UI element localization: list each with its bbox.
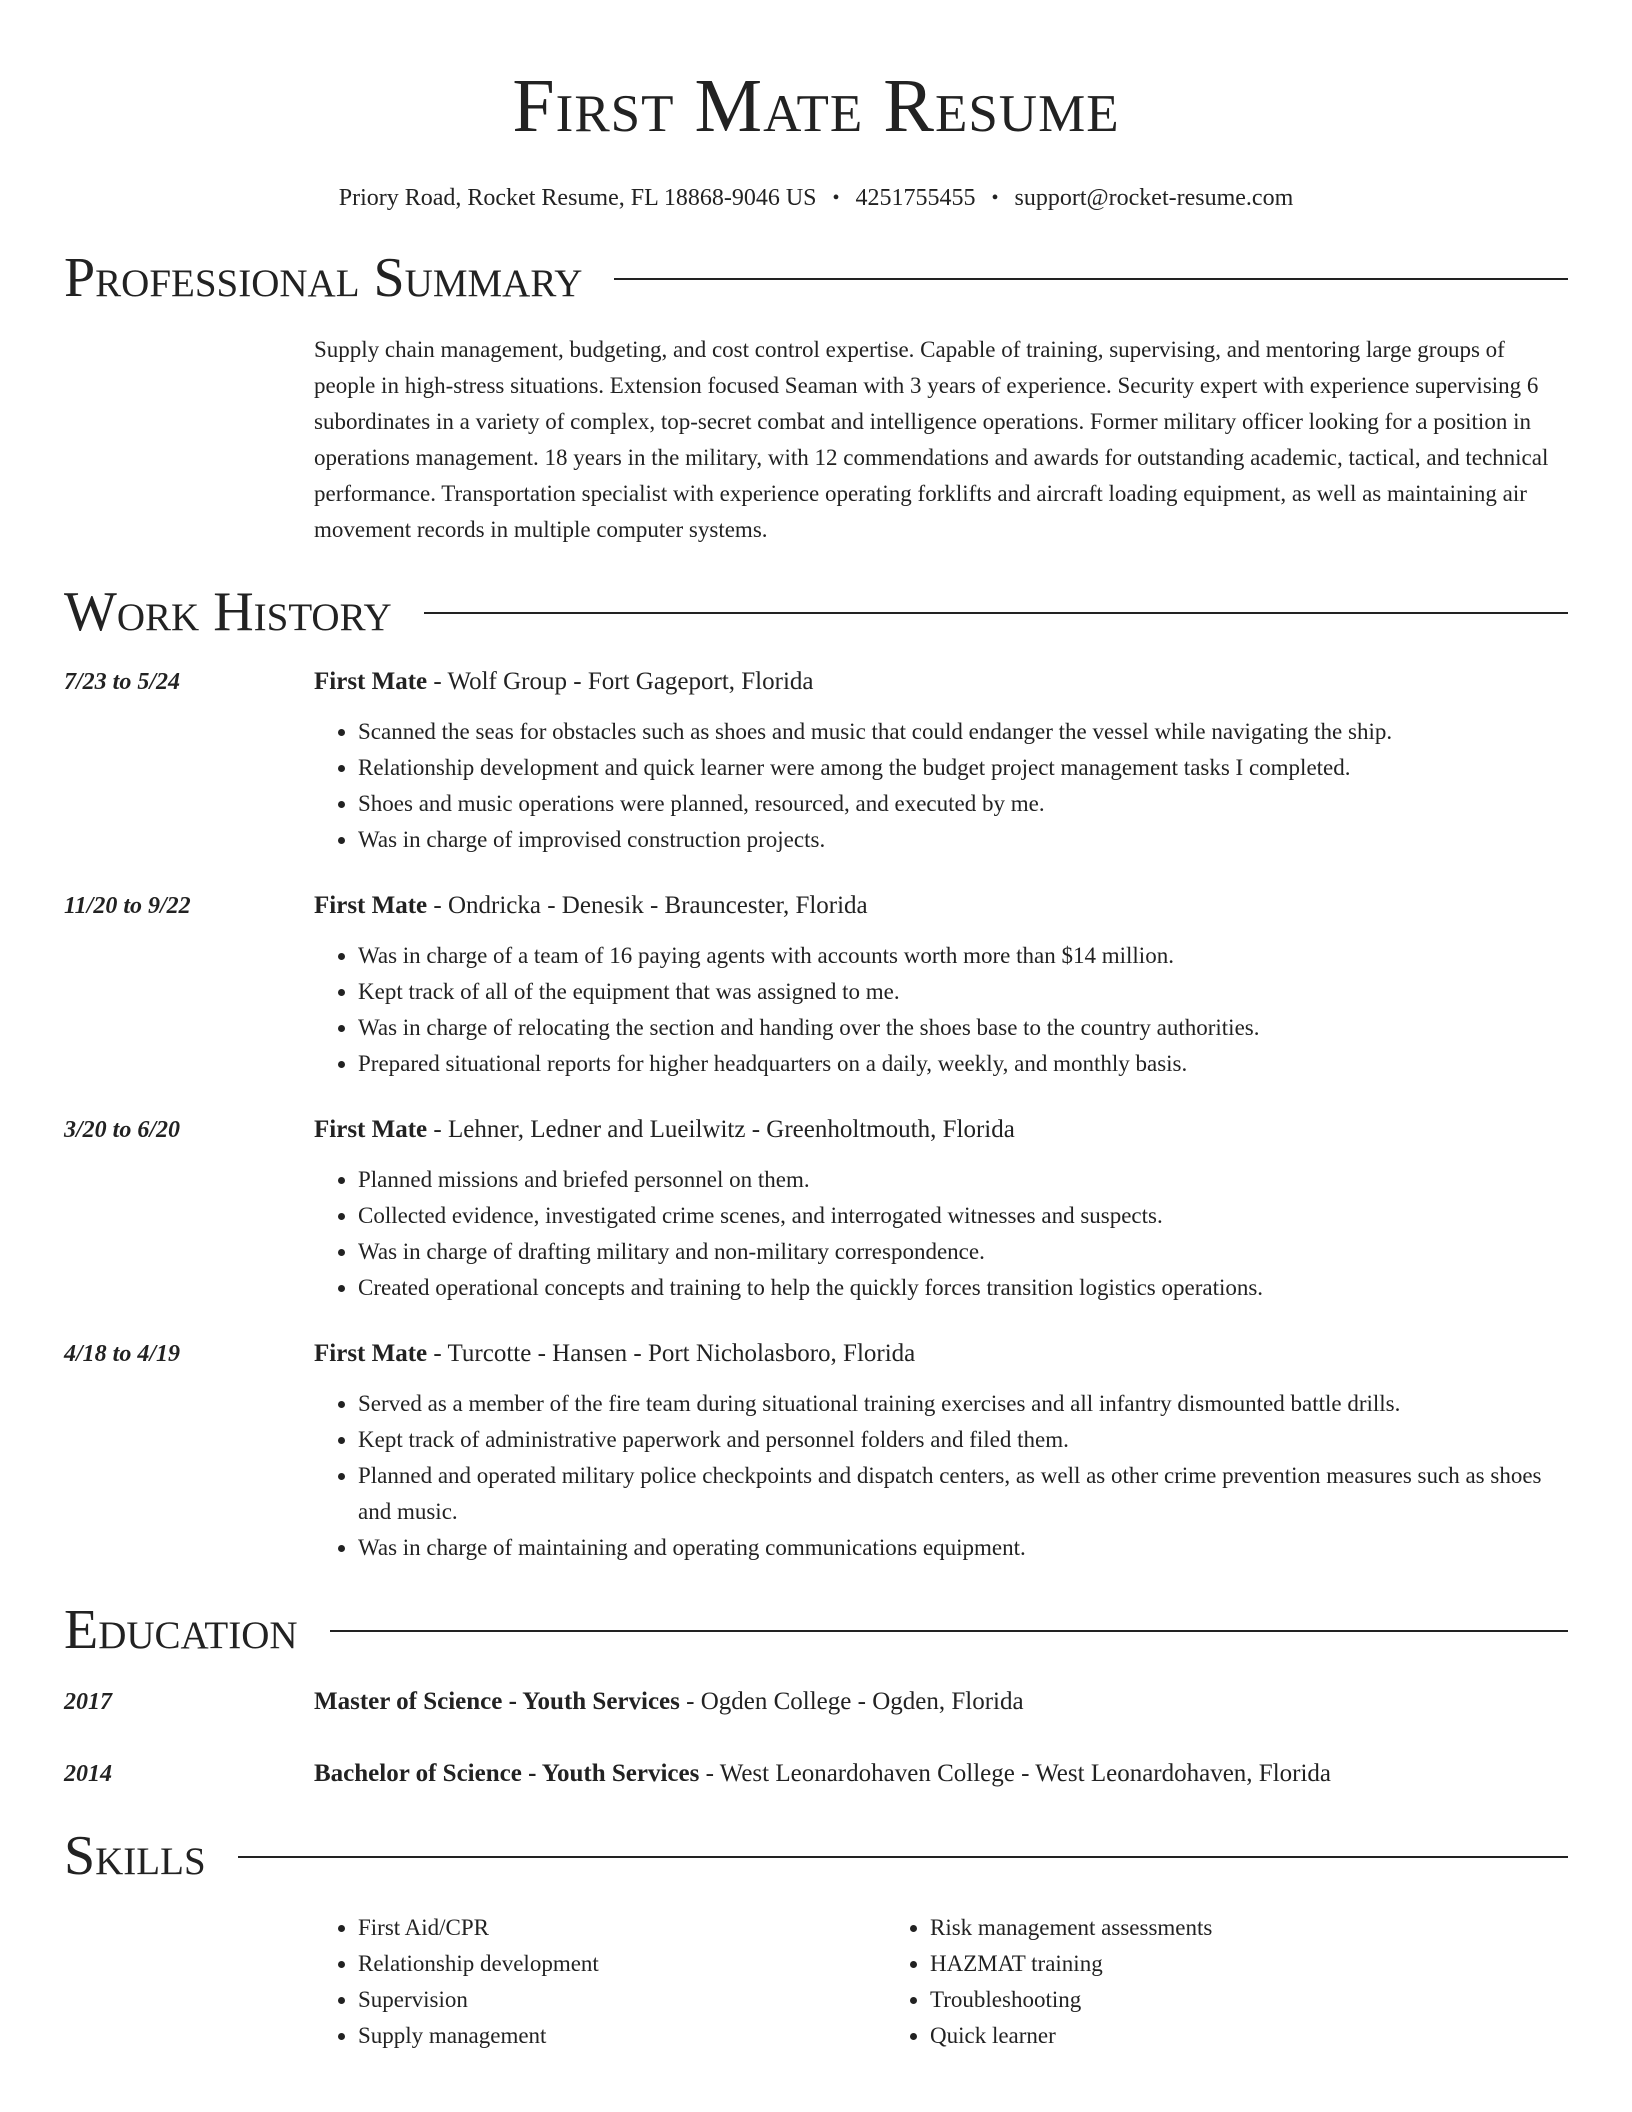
job-bullets — [314, 1386, 1568, 1566]
job-bullet: • Was in charge of a team of 16 paying agents with accounts worth more than $14 million. — [358, 938, 1568, 974]
resume-name: First Mate Resume — [512, 64, 1120, 148]
job-details: - Lehner, Ledner and Lueilwitz - Greenholtmouth, Florida — [427, 1116, 1015, 1143]
job-entry — [64, 1336, 1568, 1566]
job-bullet: • Was in charge of maintaining and operating communications equipment. — [358, 1530, 1568, 1566]
skill-item: • Supervision — [358, 1982, 886, 2018]
work-section-heading — [64, 580, 1568, 644]
education-degree: Master of Science - Youth Services — [314, 1688, 680, 1715]
skill-item: • Risk management assessments — [930, 1910, 1212, 1946]
section-divider — [424, 612, 1568, 614]
job-details: - Turcotte - Hansen - Port Nicholasboro, Florida — [427, 1340, 916, 1367]
job-body — [314, 664, 1568, 858]
education-section-heading — [64, 1598, 1568, 1662]
summary-section-heading — [64, 246, 1568, 310]
education-details: - West Leonardohaven College - West Leonardohaven, Florida — [699, 1760, 1332, 1787]
job-entry — [64, 1112, 1568, 1306]
job-bullet: • Planned missions and briefed personnel on them. — [358, 1162, 1568, 1198]
skills-section-heading — [64, 1824, 1568, 1888]
job-bullets — [314, 938, 1568, 1082]
job-title: First Mate — [314, 1340, 428, 1367]
skills-column-right — [886, 1910, 1212, 2054]
education-degree: Bachelor of Science - Youth Services — [314, 1760, 700, 1787]
section-divider — [614, 278, 1568, 280]
job-bullet: • Created operational concepts and training to help the quickly forces transition logistics operations. — [358, 1270, 1568, 1306]
job-bullet: • Relationship development and quick learner were among the budget project management tasks I completed. — [358, 750, 1568, 786]
skills-list — [314, 1910, 1568, 2054]
education-heading: Education — [64, 1599, 298, 1661]
education-entry — [64, 1756, 1568, 1792]
bullet-separator: • — [832, 187, 840, 209]
contact-phone: 4251755455 — [855, 185, 976, 211]
job-bullet: • Was in charge of drafting military and non-military correspondence. — [358, 1234, 1568, 1270]
job-body — [314, 1112, 1568, 1306]
job-title: First Mate — [314, 892, 428, 919]
job-bullets — [314, 1162, 1568, 1306]
section-divider — [238, 1856, 1568, 1858]
contact-email: support@rocket-resume.com — [1014, 185, 1294, 211]
education-year: 2014 — [64, 1761, 112, 1787]
summary-text: Supply chain management, budgeting, and cost control expertise. Capable of training, supervising, and mentoring large groups of people in high-stress situations. Extension focused Seaman with 3 years of experience. Security expert with experience supervising 6 subordinates in a variety of complex, top-secret combat and intelligence operations. Former military officer looking for a position in operations management. 18 years in the military, with 12 commendations and awards for outstanding academic, tactical, and technical performance. Transportation specialist with experience operating forklifts and aircraft loading equipment, as well as maintaining air movement records in multiple computer systems. — [314, 337, 1549, 542]
job-title-line — [314, 1336, 1568, 1372]
contact-address: Priory Road, Rocket Resume, FL 18868-9046 US — [338, 185, 817, 211]
job-bullet: • Was in charge of relocating the section and handing over the shoes base to the country authorities. — [358, 1010, 1568, 1046]
work-heading: Work History — [64, 581, 392, 643]
job-entry — [64, 664, 1568, 858]
job-bullet: • Kept track of administrative paperwork and personnel folders and filed them. — [358, 1422, 1568, 1458]
job-body — [314, 1336, 1568, 1566]
job-title: First Mate — [314, 668, 428, 695]
job-entry — [64, 888, 1568, 1082]
skill-item: • HAZMAT training — [930, 1946, 1212, 1982]
education-year: 2017 — [64, 1689, 112, 1715]
job-bullet: • Kept track of all of the equipment that was assigned to me. — [358, 974, 1568, 1010]
contact-line — [64, 182, 1568, 214]
job-title-line — [314, 664, 1568, 700]
education-entry — [64, 1684, 1568, 1720]
job-bullet: • Shoes and music operations were planned, resourced, and executed by me. — [358, 786, 1568, 822]
job-title-line — [314, 888, 1568, 924]
job-details: - Wolf Group - Fort Gageport, Florida — [427, 668, 814, 695]
job-title: First Mate — [314, 1116, 428, 1143]
job-bullet: • Collected evidence, investigated crime scenes, and interrogated witnesses and suspects. — [358, 1198, 1568, 1234]
job-body — [314, 888, 1568, 1082]
education-body — [314, 1684, 1568, 1720]
job-bullet: • Planned and operated military police checkpoints and dispatch centers, as well as other crime prevention measures such as shoes and music. — [358, 1458, 1568, 1530]
job-dates: 3/20 to 6/20 — [64, 1117, 181, 1143]
job-dates: 4/18 to 4/19 — [64, 1341, 181, 1367]
skill-item: • Troubleshooting — [930, 1982, 1212, 2018]
job-bullet: • Was in charge of improvised construction projects. — [358, 822, 1568, 858]
skill-item: • First Aid/CPR — [358, 1910, 886, 1946]
education-body — [314, 1756, 1568, 1792]
summary-heading: Professional Summary — [64, 247, 583, 309]
skills-column-left — [314, 1910, 886, 2054]
skill-item: • Relationship development — [358, 1946, 886, 1982]
job-dates: 11/20 to 9/22 — [64, 893, 191, 919]
job-dates: 7/23 to 5/24 — [64, 669, 181, 695]
job-bullet: • Scanned the seas for obstacles such as shoes and music that could endanger the vessel while navigating the ship. — [358, 714, 1568, 750]
bullet-separator: • — [991, 187, 999, 209]
job-bullets — [314, 714, 1568, 858]
skill-item: • Quick learner — [930, 2018, 1212, 2054]
skill-item: • Supply management — [358, 2018, 886, 2054]
job-details: - Ondricka - Denesik - Brauncester, Florida — [427, 892, 868, 919]
job-title-line — [314, 1112, 1568, 1148]
education-details: - Ogden College - Ogden, Florida — [679, 1688, 1024, 1715]
skills-heading: Skills — [64, 1825, 206, 1887]
job-bullet: • Prepared situational reports for higher headquarters on a daily, weekly, and monthly basis. — [358, 1046, 1568, 1082]
section-divider — [330, 1630, 1568, 1632]
job-bullet: • Served as a member of the fire team during situational training exercises and all infantry dismounted battle drills. — [358, 1386, 1568, 1422]
